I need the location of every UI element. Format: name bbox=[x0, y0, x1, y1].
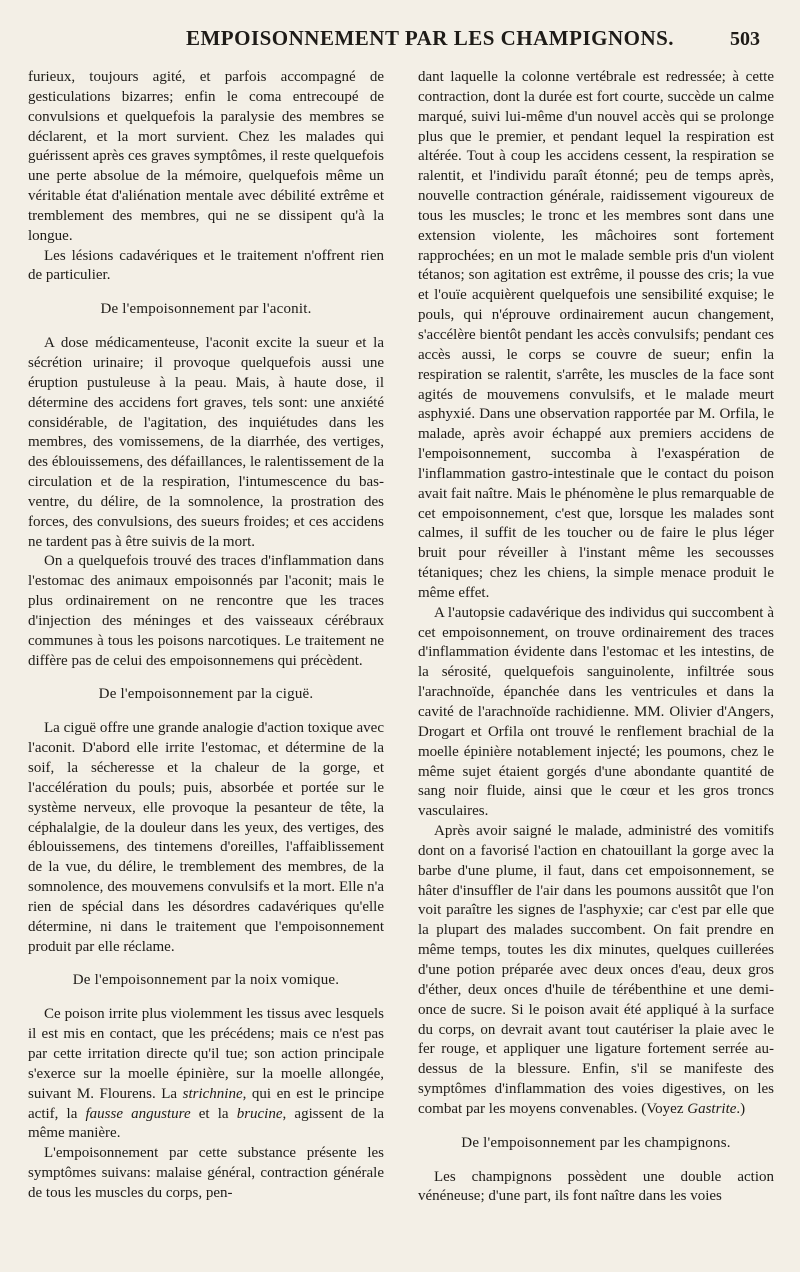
text-run: , agissent de la même manière. bbox=[28, 1105, 384, 1142]
section-heading-cigue: De l'empoisonnement par la ciguë. bbox=[98, 686, 314, 703]
italic-term: Gastrite bbox=[687, 1100, 737, 1117]
running-title: EMPOISONNEMENT PAR LES CHAMPIGNONS. bbox=[185, 26, 675, 50]
paragraph bbox=[28, 1005, 384, 1144]
italic-term: fausse angusture bbox=[85, 1105, 191, 1122]
text-run: Ce poison irrite plus violemment les tissus avec lesquels il est mis en contact, que les précédens; mais ce n'est pas par cette irritation directe qu'il tue; son action principale s'exerce sur la moelle épinière, sur la moelle allongée, suivant M. Flourens. La bbox=[28, 1006, 384, 1102]
section-heading-aconit: De l'empoisonnement par l'aconit. bbox=[100, 301, 312, 318]
paragraph bbox=[418, 822, 774, 1120]
paragraph: On a quelquefois trouvé des traces d'inflammation dans l'estomac des animaux empoisonnés par l'aconit; mais le plus ordinairement on ne rencontre que les traces d'injection des méninges et des vaisseaux cérébraux communes à tous les poisons narcotiques. Le traitement ne diffère pas de celui des empoisonnemens qui précèdent. bbox=[28, 553, 384, 669]
paragraph: A dose médicamenteuse, l'aconit excite la sueur et la sécrétion urinaire; il provoque quelquefois aussi une éruption pustuleuse à la peau. Mais, à haute dose, il détermine des accidens fort graves, tels sont: une anxiété considérable, de l'agitation, des inquiétudes dans les membres, des vomissemens, de la diarrhée, des vertiges, des éblouissemens, des défaillances, le ralentissement de la circulation et de la respiration, l'intumescence du bas-ventre, du délire, de la somnolence, la prostration des forces, des convulsions, des sueurs froides; et ces accidens ne tardent pas à être suivis de la mort. bbox=[28, 335, 384, 550]
paragraph: furieux, toujours agité, et parfois accompagné de gesticulations bizarres; enfin le coma entrecoupé de convulsions et quelquefois la paralysie des membres se déclarent, et la mort survient. Chez les malades qui guérissent après ces graves symptômes, il reste quelquefois une perte absolue de la mémoire, quelquefois même un véritable état d'aliénation mentale avec débilité extrême et tremblement des membres, qui ne se dissipent qu'à la longue. bbox=[28, 69, 384, 244]
paragraph: L'empoisonnement par cette substance présente les symptômes suivans: malaise général, contraction générale de tous les muscles du corps, pen- bbox=[28, 1145, 384, 1201]
right-column bbox=[418, 68, 774, 1207]
paragraph: Les champignons possèdent une double action vénéneuse; d'une part, ils font naître dans les voies bbox=[418, 1168, 774, 1205]
page-header bbox=[60, 26, 760, 60]
paragraph: dant laquelle la colonne vertébrale est redressée; à cette contraction, dont la durée est fort courte, succède un calme marqué, suivi lui-même d'un nouvel accès qui se prolonge plus que le premier, et pendant lequel la respiration est altérée. Tout à coup les accidens cessent, la respiration se ralentit, et l'individu paraît étonné; peu de temps après, nouvelle contraction générale, raidissement vigoureux de tous les muscles; le tronc et les membres sont dans une extension violente, les mâchoires sont fortement rapprochées; en un mot le malade semble pris d'un violent tétanos; son agitation est extrême, il pousse des cris; la vue et l'ouïe acquièrent quelquefois une sensibilité exquise; le pouls, qui n'éprouve ordinairement aucun changement, s'accélère bientôt pendant les accès convulsifs; pendant ces accès aussi, le corps se couvre de sueur; enfin la respiration se ralentit, s'arrête, les muscles de la face sont agités de mouvemens convulsifs, et le malade meurt asphyxié. Dans une observation rapportée par M. Orfila, le malade, après avoir échappé aux premiers accidens de l'empoisonnement, succomba à l'exaspération de l'inflammation gastro-intestinale que le contact du poison avait fait naître. Mais le phénomène le plus remarquable de cet empoisonnement, c'est que, lorsque les malades sont calmes, il suffit de les toucher ou de faire le plus léger bruit pour réveiller à l'instant même les secousses tétaniques; chez les chiens, la simple menace produit le même effet. bbox=[418, 69, 774, 601]
text-run: , qui en est le principe actif, la bbox=[28, 1085, 384, 1122]
text-run: .) bbox=[736, 1100, 746, 1117]
left-column bbox=[28, 68, 384, 1204]
paragraph: A l'autopsie cadavérique des individus qui succombent à cet empoisonnement, on trouve ordinairement des traces d'inflammation évidente dans l'estomac et les intestins, de la sérosité, quelquefois sanguinolente, infiltrée sous l'arachnoïde, épanchée dans les ventricules et dans la cavité de l'arachnoïde rachidienne. MM. Olivier d'Angers, Drogart et Orfila ont trouvé le renflement brachial de la moelle épinière notablement injecté; les poumons, chez le même sujet étaient gorgés d'une abondante quantité de sang noir fluide, ainsi que le cœur et les gros troncs vasculaires. bbox=[418, 604, 774, 820]
italic-term: brucine bbox=[236, 1105, 283, 1122]
section-heading-noix-vomique: De l'empoisonnement par la noix vomique. bbox=[72, 972, 340, 989]
paragraph: La ciguë offre une grande analogie d'action toxique avec l'aconit. D'abord elle irrite l'estomac, et détermine de la soif, la sécheresse et la chaleur de la gorge, et l'accélération du pouls; puis, absorbée et portée sur le système nerveux, elle provoque la pesanteur de tête, la céphalalgie, de la douleur dans les yeux, des vertiges, des éblouissemens, des tintemens d'oreilles, l'affaiblissement de la vue, du délire, le tremblement des membres, de la somnolence, des mouvemens convulsifs et la mort. Elle n'a rien de spécial dans les désordres cadavériques qu'elle détermine, ni dans le traitement que l'empoisonnement produit par elle réclame. bbox=[28, 720, 384, 955]
text-run: et la bbox=[190, 1105, 237, 1122]
section-heading-champignons: De l'empoisonnement par les champignons. bbox=[461, 1134, 731, 1151]
italic-term: strichnine bbox=[182, 1085, 243, 1102]
text-run: Après avoir saigné le malade, administré des vomitifs dont on a favorisé l'action en chatouillant la gorge avec la barbe d'une plume, il faut, dans cet empoisonnement, se hâter d'insuffler de l'air dans les poumons aussitôt que l'on voit paraître les signes de l'asphyxie; car c'est par elle que la plupart des malades succombent. On fait prendre en même temps, toutes les dix minutes, quelques cuillerées d'une potion préparée avec deux onces d'eau, deux gros d'éther, deux onces d'huile de térébenthine et une demi-once de sucre. Si le poison avait été appliqué à la surface du corps, on devrait avant tout cautériser la plaie avec le fer rouge, et appliquer une ligature fortement serrée au-dessus de la blessure. Enfin, s'il se manifeste des symptômes d'inflammation des voies digestives, on les combat par les moyens convenables. (Voyez bbox=[418, 823, 774, 1117]
paragraph: Les lésions cadavériques et le traitement n'offrent rien de particulier. bbox=[28, 247, 384, 284]
page-number: 503 bbox=[730, 28, 760, 50]
